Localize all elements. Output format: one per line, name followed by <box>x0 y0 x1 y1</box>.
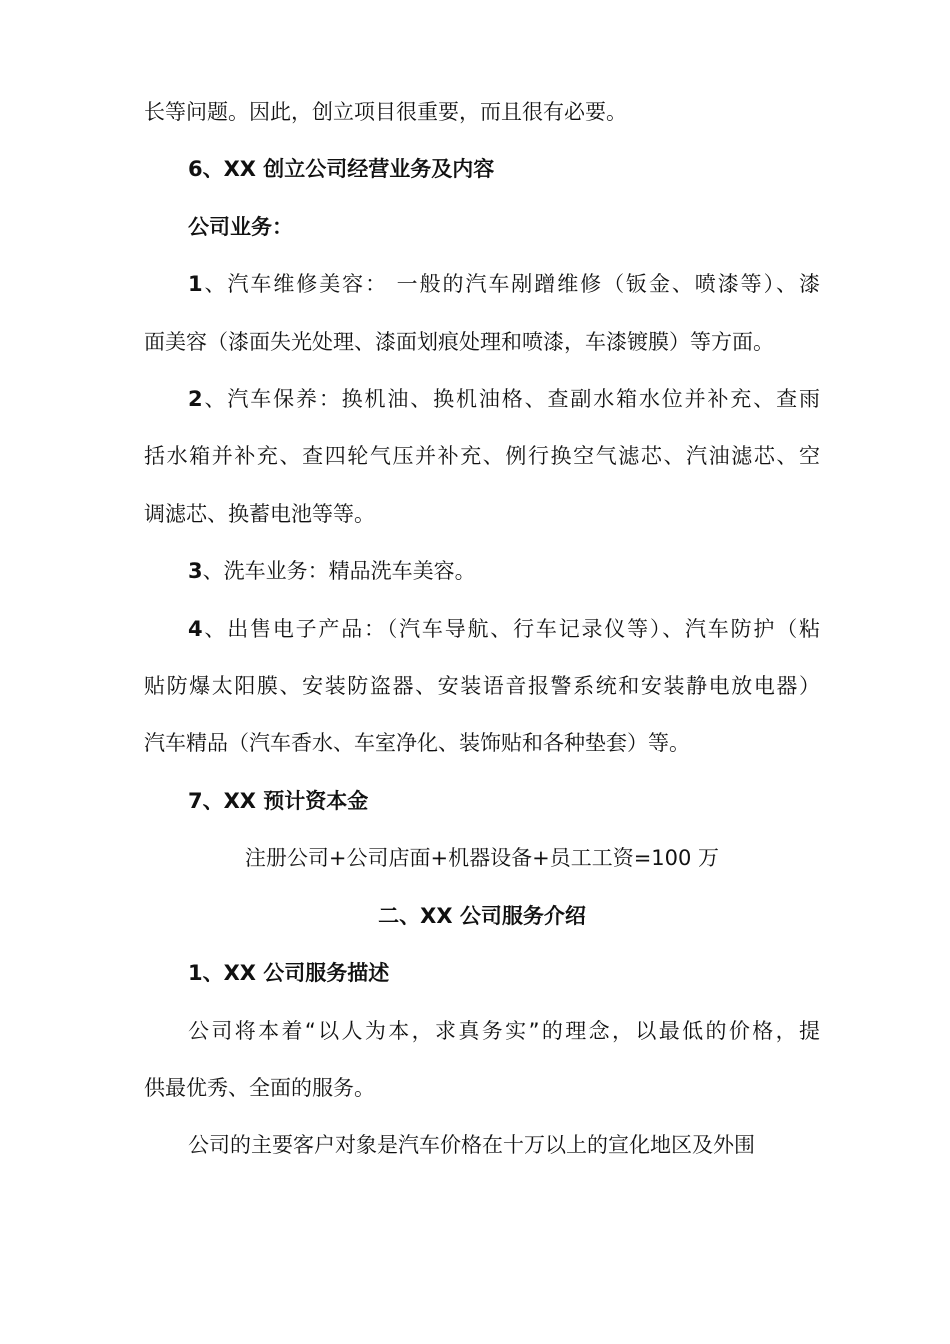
item-1-line-2: 面美容（漆面失光处理、漆面划痕处理和喷漆，车漆镀膜）等方面。 <box>144 329 774 354</box>
item-4-number: 4 <box>188 616 203 641</box>
item-1-text: 、汽车维修美容： 一般的汽车剐蹭维修（钣金、喷漆等）、漆 <box>202 272 820 297</box>
document-body <box>144 84 820 1175</box>
business-heading: 公司业务： <box>188 214 293 239</box>
item-2-line-1 <box>144 371 820 428</box>
item-4-line-1 <box>144 601 820 658</box>
item-1-number: 1 <box>188 272 203 297</box>
service-paragraph-2-line-1: 公司的主要客户对象是汽车价格在十万以上的宣化地区及外围 <box>188 1133 755 1158</box>
capital-formula: 注册公司+公司店面+机器设备+员工工资=100 万 <box>244 846 720 871</box>
service-description-heading: 1、XX 公司服务描述 <box>188 961 390 986</box>
item-2-line-3: 调滤芯、换蓄电池等等。 <box>144 501 375 526</box>
item-4-text: 、出售电子产品：（汽车导航、行车记录仪等）、汽车防护（粘 <box>202 616 820 641</box>
item-4-line-3: 汽车精品（汽车香水、车室净化、装饰贴和各种垫套）等。 <box>144 731 690 756</box>
item-4-line-2: 贴防爆太阳膜、安装防盗器、安装语音报警系统和安装静电放电器） <box>144 674 820 699</box>
item-3-text: 、洗车业务：精品洗车美容。 <box>202 559 476 584</box>
section-6-heading: 6、XX 创立公司经营业务及内容 <box>188 157 495 182</box>
chapter-2-heading: 二、XX 公司服务介绍 <box>378 903 586 928</box>
section-7-heading: 7、XX 预计资本金 <box>188 788 369 813</box>
service-paragraph-1-line-1: 公司将本着“以人为本，求真务实”的理念，以最低的价格，提 <box>188 1018 820 1043</box>
item-2-line-2: 括水箱并补充、查四轮气压并补充、例行换空气滤芯、汽油滤芯、空 <box>144 444 820 469</box>
item-3-line-1 <box>144 543 820 600</box>
item-1-line-1 <box>144 256 820 313</box>
service-paragraph-1-line-2: 供最优秀、全面的服务。 <box>144 1075 375 1100</box>
item-2-text: 、汽车保养：换机油、换机油格、查副水箱水位并补充、查雨 <box>202 387 820 412</box>
item-2-number: 2 <box>188 387 203 412</box>
item-3-number: 3 <box>188 559 203 584</box>
continuation-line: 长等问题。因此，创立项目很重要，而且很有必要。 <box>144 100 627 124</box>
